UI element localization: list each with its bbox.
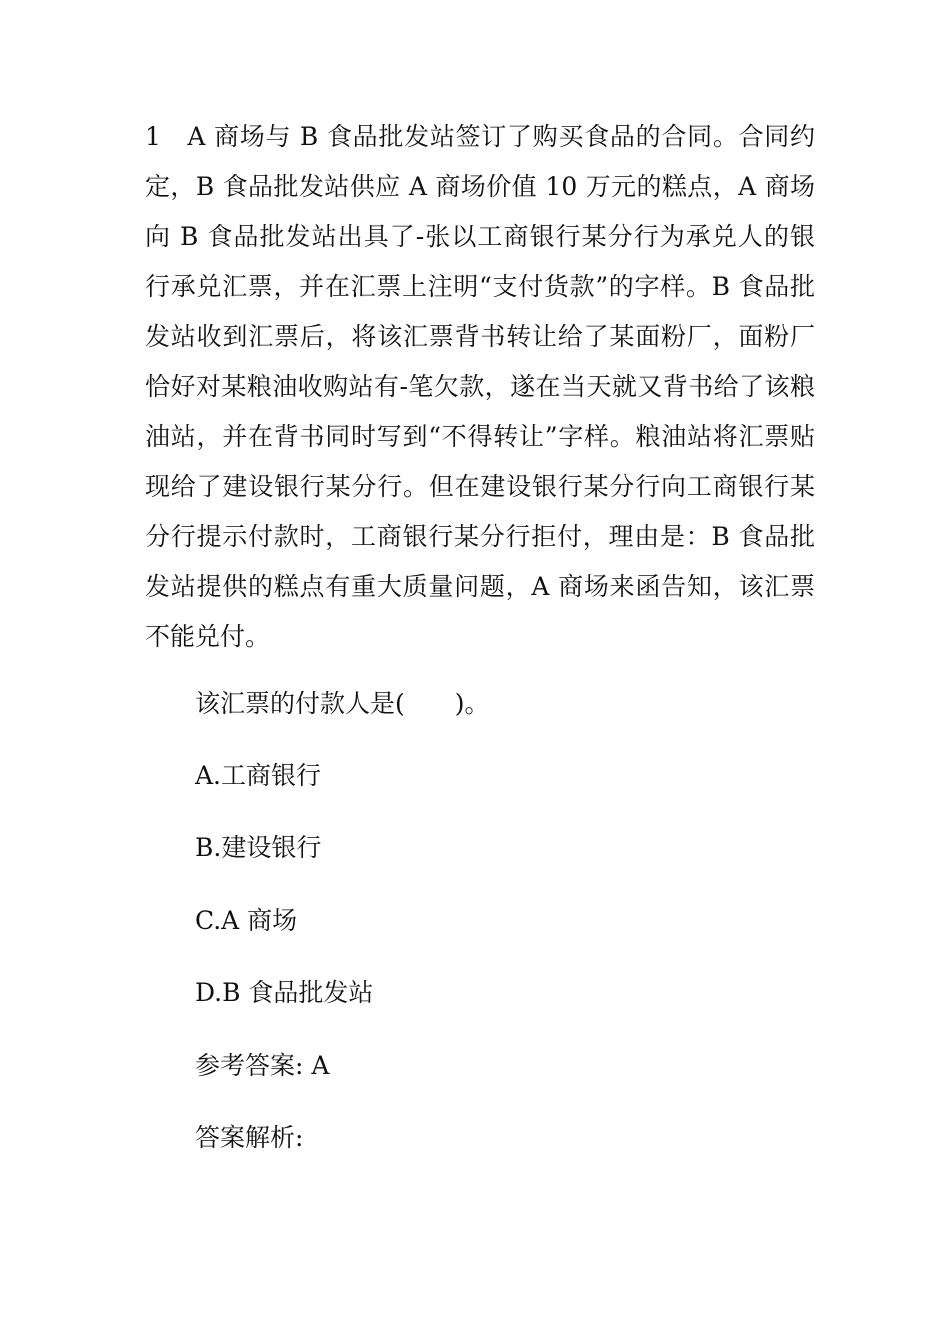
answer-analysis-label: 答案解析: [195,1123,304,1152]
question-line: 发站提供的糕点有重大质量问题，A 商场来函告知，该汇票 [145,572,815,601]
question-line: 油站，并在背书同时写到“不得转让”字样。粮油站将汇票贴 [145,422,815,451]
question-line: 恰好对某粮油收购站有-笔欠款，遂在当天就又背书给了该粮 [145,372,815,401]
sub-question: 该汇票的付款人是( )。 [195,689,490,718]
option-b: B.建设银行 [195,833,322,862]
question-line: 定，B 食品批发站供应 A 商场价值 10 万元的糕点，A 商场 [145,172,815,201]
question-line: 向 B 食品批发站出具了-张以工商银行某分行为承兑人的银 [145,222,815,251]
question-line: 分行提示付款时，工商银行某分行拒付，理由是：B 食品批 [145,522,815,551]
option-c: C.A 商场 [195,906,298,935]
question-line: 1 A 商场与 B 食品批发站签订了购买食品的合同。合同约 [145,122,815,151]
question-line: 现给了建设银行某分行。但在建设银行某分行向工商银行某 [145,472,815,501]
question-stem [145,112,815,662]
question-line: 不能兑付。 [145,622,271,651]
question-line: 行承兑汇票，并在汇票上注明“支付货款”的字样。B 食品批 [145,272,815,301]
option-a: A.工商银行 [195,761,322,790]
option-d: D.B 食品批发站 [195,978,374,1007]
question-line: 发站收到汇票后，将该汇票背书转让给了某面粉厂，面粉厂 [145,322,815,351]
reference-answer: 参考答案: A [195,1051,330,1080]
